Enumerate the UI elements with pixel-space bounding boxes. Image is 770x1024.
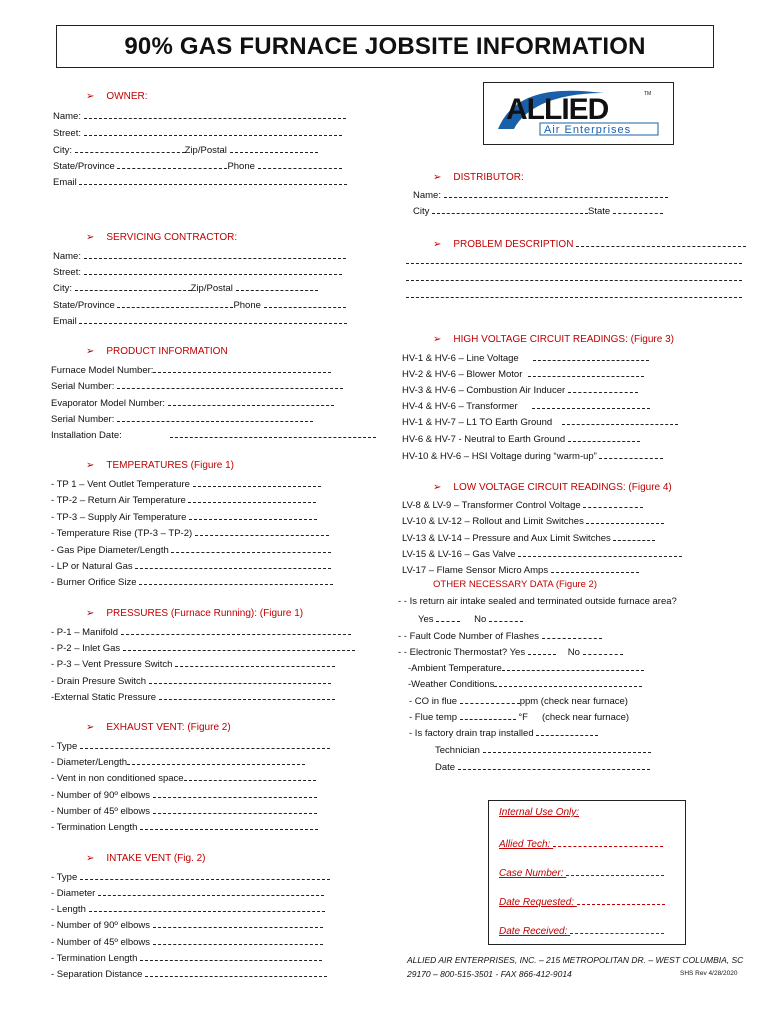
lv-field[interactable] [613,531,655,541]
intake-field[interactable] [153,918,323,928]
footer-address: ALLIED AIR ENTERPRISES, INC. – 215 METROPOLITAN DR. – WEST COLUMBIA, SC [407,955,744,965]
product-row: Serial Number: [51,412,313,426]
pressure-row: -External Static Pressure [51,690,335,704]
servicing-heading: ➢ SERVICING CONTRACTOR: [86,232,238,243]
distributor-city-row: City State [413,204,663,218]
exhaust-row: - Type [51,739,330,753]
arrow-bullet-icon: ➢ [86,853,95,864]
arrow-bullet-icon: ➢ [86,91,95,102]
owner-city-field[interactable] [75,143,185,153]
owner-phone-field[interactable] [258,159,342,169]
date-field[interactable] [458,760,650,770]
owner-name-field[interactable] [84,109,346,119]
arrow-bullet-icon: ➢ [433,172,442,183]
owner-state-row: State/Province Phone [53,159,342,173]
pressure-field[interactable] [123,641,355,651]
lv-field[interactable] [583,498,643,508]
problem-heading: ➢ PROBLEM DESCRIPTION [433,237,746,250]
distributor-name-field[interactable] [444,188,668,198]
owner-email-row: Email [53,175,347,189]
pressure-row: - P-1 – Manifold [51,625,351,639]
other-heading: OTHER NECESSARY DATA (Figure 2) [433,579,598,590]
exhaust-field[interactable] [153,788,317,798]
problem-field-1[interactable] [576,237,746,247]
technician-field[interactable] [483,743,651,753]
owner-heading: ➢ OWNER: [86,91,148,102]
flue-field[interactable] [460,710,516,720]
title-box [56,25,714,68]
servicing-phone-field[interactable] [264,298,346,308]
date-row: Date [435,760,650,774]
owner-city-row: City: Zip/Postal [53,143,318,157]
lv-row: LV-17 – Flame Sensor Micro Amps [402,563,639,577]
intake-row: - Number of 90º elbows [51,918,323,932]
lv-row: LV-8 & LV-9 – Transformer Control Voltage [402,498,643,512]
temperature-row: - Gas Pipe Diameter/Length [51,543,331,557]
pressures-heading: ➢ PRESSURES (Furnace Running): (Figure 1) [86,608,304,619]
co-field[interactable] [460,694,520,704]
owner-email-field[interactable] [79,175,347,185]
allied-logo [483,82,674,145]
exhaust-row: - Vent in non conditioned space [51,771,316,785]
temperature-row: - Burner Orifice Size [51,575,333,589]
high-voltage-heading: ➢ HIGH VOLTAGE CIRCUIT READINGS: (Figure 3) [433,334,674,345]
servicing-state-row: State/Province Phone [53,298,346,312]
temperatures-heading: ➢ TEMPERATURES (Figure 1) [86,460,235,471]
weather-field[interactable] [494,677,642,687]
footer-revision: SHS Rev 4/28/2020 [680,970,738,977]
temp-field[interactable] [195,526,329,536]
servicing-city-row: City: Zip/Postal [53,281,318,295]
arrow-bullet-icon: ➢ [433,482,442,493]
arrow-bullet-icon: ➢ [86,232,95,243]
problem-line-3[interactable] [406,271,742,285]
hv-field[interactable] [562,415,678,425]
problem-line-4[interactable] [406,288,742,302]
lv-row: LV-13 & LV-14 – Pressure and Aux Limit Switches [402,531,655,545]
temp-field[interactable] [188,493,316,503]
arrow-bullet-icon: ➢ [86,346,95,357]
hv-field[interactable] [599,449,663,459]
date-received-field[interactable] [570,924,664,934]
co-row: - CO in flue ppm (check near furnace) [409,696,628,707]
hv-row: HV-10 & HV-6 – HSI Voltage during “warm-up” [402,449,663,463]
intake-heading: ➢ INTAKE VENT (Fig. 2) [86,853,206,864]
owner-street-field[interactable] [84,126,342,136]
internal-heading: Internal Use Only: [499,807,580,818]
temperature-row: - TP-3 – Supply Air Temperature [51,510,317,524]
flue-row: - Flue temp °F (check near furnace) [409,712,630,723]
intake-field[interactable] [140,951,322,961]
intake-row: - Length [51,902,325,916]
temp-field[interactable] [171,543,331,553]
pressure-field[interactable] [149,674,331,684]
pressure-row: - Drain Presure Switch [51,674,331,688]
technician-row: Technician [435,743,651,757]
exhaust-field[interactable] [127,755,305,765]
page-title: 90% GAS FURNACE JOBSITE INFORMATION [124,33,646,60]
fault-code-row: - - Fault Code Number of Flashes [398,629,602,643]
exhaust-heading: ➢ EXHAUST VENT: (Figure 2) [86,722,231,733]
arrow-bullet-icon: ➢ [433,334,442,345]
owner-state-field[interactable] [117,159,227,169]
logo-brand: ALLIED [506,93,609,126]
intake-row: - Separation Distance [51,967,327,981]
drain-row: - Is factory drain trap installed [409,726,598,740]
arrow-bullet-icon: ➢ [433,239,442,250]
lv-field[interactable] [551,563,639,573]
hv-field[interactable] [533,351,649,361]
evaporator-model-field[interactable] [168,396,334,406]
temp-field[interactable] [193,477,321,487]
exhaust-field[interactable] [184,771,316,781]
intake-field[interactable] [80,870,330,880]
servicing-name-row: Name: [53,249,346,263]
intake-field[interactable] [145,967,327,977]
furnace-model-field[interactable] [153,363,331,373]
exhaust-row: - Termination Length [51,820,318,834]
hv-row: HV-1 & HV-6 – Line Voltage [402,351,649,365]
lv-field[interactable] [518,547,682,557]
intake-field[interactable] [98,886,324,896]
ambient-row: -Ambient Temperature [408,661,644,675]
exhaust-field[interactable] [140,820,318,830]
exhaust-row: - Number of 90º elbows [51,788,317,802]
date-received-row: Date Received: [499,924,664,937]
intake-row: - Termination Length [51,951,322,965]
case-number-row: Case Number: [499,866,664,879]
temperature-row: - TP-2 – Return Air Temperature [51,493,316,507]
internal-use-box [488,800,686,945]
hv-field[interactable] [532,399,650,409]
pressure-field[interactable] [121,625,351,635]
servicing-email-row: Email [53,314,347,328]
temperature-row: - LP or Natural Gas [51,559,331,573]
lv-field[interactable] [586,514,664,524]
distributor-heading: ➢ DISTRIBUTOR: [433,172,524,183]
hv-row: HV-4 & HV-6 – Transformer [402,399,650,413]
pressure-field[interactable] [175,657,335,667]
return-air-yes-field[interactable] [436,612,460,622]
owner-street-row: Street: [53,126,342,140]
pressure-field[interactable] [159,690,335,700]
product-heading: ➢ PRODUCT INFORMATION [86,346,228,357]
hv-row: HV-1 & HV-7 – L1 TO Earth Ground [402,415,678,429]
servicing-state-field[interactable] [117,298,233,308]
temp-field[interactable] [189,510,317,520]
allied-logo-graphic [484,83,672,143]
temp-field[interactable] [139,575,333,585]
logo-tm: TM [644,91,652,97]
thermostat-no-field[interactable] [583,645,623,655]
case-number-field[interactable] [566,866,664,876]
date-requested-field[interactable] [577,895,665,905]
temp-field[interactable] [135,559,331,569]
servicing-email-field[interactable] [79,314,347,324]
serial-number-field[interactable] [117,379,343,389]
servicing-street-row: Street: [53,265,342,279]
hv-row: HV-2 & HV-6 – Blower Motor [402,367,644,381]
allied-tech-row: Allied Tech: [499,837,663,850]
exhaust-field[interactable] [80,739,330,749]
exhaust-row: - Number of 45º elbows [51,804,317,818]
distributor-name-row: Name: [413,188,668,202]
temperature-row: - TP 1 – Vent Outlet Temperature [51,477,321,491]
servicing-name-field[interactable] [84,249,346,259]
pressure-row: - P-3 – Vent Pressure Switch [51,657,335,671]
intake-row: - Type [51,870,330,884]
lv-row: LV-15 & LV-16 – Gas Valve [402,547,682,561]
ambient-field[interactable] [502,661,644,671]
evaporator-serial-field[interactable] [117,412,313,422]
temperature-row: - Temperature Rise (TP-3 – TP-2) [51,526,329,540]
low-voltage-heading: ➢ LOW VOLTAGE CIRCUIT READINGS: (Figure 4) [433,482,672,493]
owner-zip-field[interactable] [230,143,318,153]
exhaust-row: - Diameter/Length [51,755,305,769]
distributor-state-field[interactable] [613,204,663,214]
servicing-zip-field[interactable] [236,281,318,291]
installation-date-field[interactable] [170,428,376,438]
owner-name-row: Name: [53,109,346,123]
thermostat-yes-field[interactable] [528,645,556,655]
hv-field[interactable] [568,383,638,393]
servicing-city-field[interactable] [75,281,191,291]
arrow-bullet-icon: ➢ [86,608,95,619]
fault-code-field[interactable] [542,629,602,639]
logo-tagline: Air Enterprises [544,124,632,136]
weather-row: -Weather Conditions [408,677,642,691]
product-row: Installation Date: [51,428,376,442]
intake-field[interactable] [89,902,325,912]
footer-phone: 29170 – 800-515-3501 - FAX 866-412-9014 [407,969,572,979]
hv-row: HV-6 & HV-7 - Neutral to Earth Ground [402,432,640,446]
hv-row: HV-3 & HV-6 – Combustion Air Inducer [402,383,638,397]
thermostat-row: - - Electronic Thermostat? Yes No [398,645,623,659]
product-row: Evaporator Model Number: [51,396,334,410]
product-row: Furnace Model Number: [51,363,331,377]
arrow-bullet-icon: ➢ [86,460,95,471]
exhaust-field[interactable] [153,804,317,814]
return-air-question: - - Is return air intake sealed and terminated outside furnace area? [398,596,677,607]
date-requested-row: Date Requested: [499,895,665,908]
problem-line-2[interactable] [406,254,742,268]
arrow-bullet-icon: ➢ [86,722,95,733]
return-air-answer-row: Yes No [418,612,523,626]
distributor-city-field[interactable] [432,204,588,214]
allied-tech-field[interactable] [553,837,663,847]
servicing-street-field[interactable] [84,265,342,275]
intake-row: - Number of 45º elbows [51,935,323,949]
return-air-no-field[interactable] [489,612,523,622]
pressure-row: - P-2 – Inlet Gas [51,641,355,655]
intake-row: - Diameter [51,886,324,900]
intake-field[interactable] [153,935,323,945]
hv-field[interactable] [568,432,640,442]
drain-field[interactable] [536,726,598,736]
lv-row: LV-10 & LV-12 – Rollout and Limit Switches [402,514,664,528]
hv-field[interactable] [528,367,644,377]
product-row: Serial Number: [51,379,343,393]
